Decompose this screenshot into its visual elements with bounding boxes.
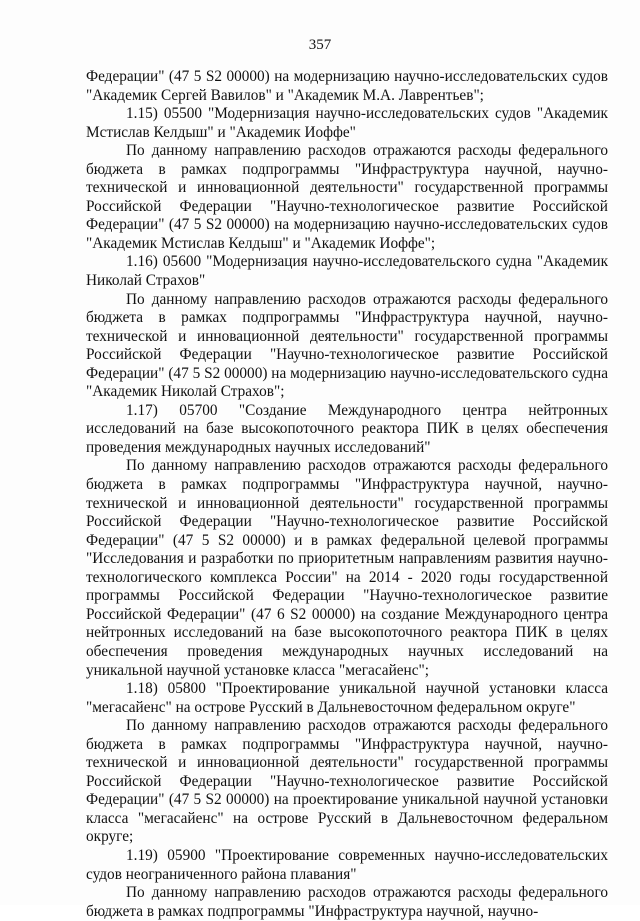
section-heading-1-16: 1.16) 05600 "Модернизация научно-исследовательского судна "Академик Николай Страхов": [86, 253, 608, 290]
section-heading-1-15: 1.15) 05500 "Модернизация научно-исследовательских судов "Академик Мстислав Келдыш" и "Академик Иоффе": [86, 105, 608, 141]
section-heading-1-18: 1.18) 05800 "Проектирование уникальной научной установки класса "мегасайенс" на острове Русский в Дальневосточном федеральном округе": [86, 680, 608, 716]
paragraph: По данному направлению расходов отражаются расходы федерального бюджета в рамках подпрограммы "Инфраструктура научной, научно-технической и инновационной деятельности" государственной программы Российской Федерации "Научно-технологическое развитие Российской Федерации" (47 5 S2 00000) на проектирование уникальной научной установки класса "мегасайенс" на острове Русский в Дальневосточном федеральном округе;: [86, 717, 608, 846]
document-body: [86, 68, 608, 921]
paragraph: По данному направлению расходов отражаются расходы федерального бюджета в рамках подпрограммы "Инфраструктура научной, научно-технической и инновационной деятельности" государственной программы Российской Федерации "Научно-технологическое развитие Российской Федерации" (47 5 S2 00000) и в рамках федеральной целевой программы "Исследования и разработки по приоритетным направлениям развития научно-технологического комплекса России" на 2014 - 2020 годы государственной программы Российской Федерации "Научно-технологическое развитие Российской Федерации" (47 6 S2 00000) на создание Международного центра нейтронных исследований на базе высокопоточного реактора ПИК в целях обеспечения проведения международных научных исследований на уникальной научной установке класса "мегасайенс";: [86, 457, 608, 679]
paragraph: По данному направлению расходов отражаются расходы федерального бюджета в рамках подпрограммы "Инфраструктура научной, научно-: [86, 884, 608, 920]
paragraph: Федерации" (47 5 S2 00000) на модернизацию научно-исследовательских судов "Академик Сергей Вавилов" и "Академик М.А. Лаврентьев";: [86, 68, 608, 104]
section-heading-1-17: 1.17) 05700 "Создание Международного центра нейтронных исследований на базе высокопоточного реактора ПИК в целях обеспечения проведения международных научных исследований": [86, 401, 608, 456]
page-number: 357: [308, 37, 332, 53]
paragraph: По данному направлению расходов отражаются расходы федерального бюджета в рамках подпрограммы "Инфраструктура научной, научно-технической и инновационной деятельности" государственной программы Российской Федерации "Научно-технологическое развитие Российской Федерации" (47 5 S2 00000) на модернизацию научно-исследовательских судов "Академик Мстислав Келдыш" и "Академик Иоффе";: [86, 142, 608, 252]
paragraph: По данному направлению расходов отражаются расходы федерального бюджета в рамках подпрограммы "Инфраструктура научной, научно-технической и инновационной деятельности" государственной программы Российской Федерации "Научно-технологическое развитие Российской Федерации" (47 5 S2 00000) на модернизацию научно-исследовательского судна "Академик Николай Страхов";: [86, 290, 608, 401]
section-heading-1-19: 1.19) 05900 "Проектирование современных научно-исследовательских судов неограниченного района плавания": [86, 846, 608, 883]
